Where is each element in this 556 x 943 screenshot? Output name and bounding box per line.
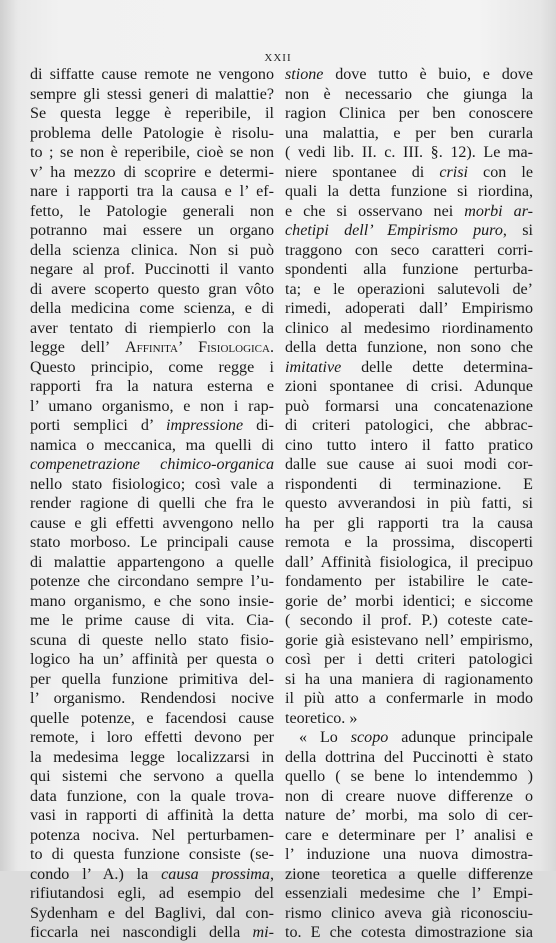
text-line [30, 104, 274, 124]
italic-text: impressione [165, 417, 244, 434]
text-line [285, 904, 533, 924]
text-run: logico ha un’ affinità per questa o [30, 651, 274, 668]
text-run: non è necessario che giunga la [285, 85, 533, 103]
text-run: teoretico. » [285, 709, 358, 727]
text-line [30, 553, 274, 573]
text-run: ragion Clinica per ben conoscere [285, 105, 533, 122]
text-run: Questo principio, come regge i [30, 358, 274, 376]
text-run: gorie de’ morbi identici; e siccome [285, 592, 533, 610]
text-run: delle dette determina- [341, 358, 533, 376]
text-line [30, 260, 274, 280]
text-line [285, 767, 533, 787]
italic-text: causa prossima [161, 865, 270, 883]
text-line [285, 85, 533, 105]
text-run: potenza nociva. Nel perturbamen- [30, 826, 274, 844]
text-run: rapporti fra la natura esterna e [30, 378, 274, 395]
italic-text: chetipi dell’ Empirismo puro [285, 222, 503, 239]
text-line [30, 358, 274, 378]
text-line [30, 806, 274, 826]
text-line [30, 904, 274, 924]
text-run: spondenti alla funzione perturba- [285, 261, 533, 278]
text-run: rispondenti di terminazione. E [285, 475, 533, 493]
text-run: v’ ha mezzo di scoprire e determi- [30, 163, 274, 181]
text-run: to. E che cotesta dimostrazione sia [285, 924, 533, 941]
text-run: me le prime cause di vita. Cia- [30, 612, 274, 629]
text-run: non di creare nuove differenze o [285, 787, 533, 805]
text-run: niere spontanee di [285, 163, 440, 181]
text-run: di malattie appartengono a quelle [30, 553, 274, 571]
text-run: ta; e le operazioni salutevoli de’ [285, 280, 533, 298]
text-run: Sydenham e del Baglivi, dal con- [30, 904, 274, 922]
text-run: . [269, 339, 274, 356]
text-line [30, 299, 274, 319]
text-line [285, 650, 533, 670]
text-run: così per i detti criteri patologici [285, 651, 533, 668]
text-run: namica o meccanica, ma quelli di [30, 436, 274, 454]
text-run: legge dell’ [30, 339, 126, 356]
text-line [285, 826, 533, 846]
text-line [285, 65, 533, 85]
text-run: essenziali medesime che l’ Empi- [285, 885, 533, 902]
text-line [30, 650, 274, 670]
text-line [30, 338, 274, 358]
text-run: gorie già esistevano nell’ empirismo, [285, 631, 533, 649]
text-run: rimedi, adoperati dall’ Empirismo [285, 300, 533, 317]
text-line [285, 455, 533, 475]
text-line [285, 884, 533, 904]
text-line [285, 553, 533, 573]
text-run: può formarsi una concatenazione [285, 397, 533, 415]
text-run: rismo clinico aveva già riconosciu- [285, 904, 533, 922]
text-line [30, 767, 274, 787]
text-run: , si [502, 222, 533, 239]
text-run: fondamento per istabilire le cate- [285, 573, 533, 590]
text-line [285, 631, 533, 651]
italic-text: imitative [285, 358, 342, 376]
text-run: to di questa funzione consiste (se- [30, 846, 274, 863]
text-run: traggono con seco caratteri corri- [285, 241, 533, 259]
text-line [30, 572, 274, 592]
text-line [30, 455, 274, 475]
text-run: Se questa legge è reperibile, il [30, 105, 274, 122]
text-line [285, 709, 533, 729]
text-run: quello ( se bene lo intendemmo ) [285, 768, 533, 785]
text-run: to ; se non è reperibile, cioè se non [30, 144, 274, 161]
text-line [30, 124, 274, 144]
text-run: potranno mai essere un organo [30, 222, 274, 239]
text-run: fetto, le Patologie generali non [30, 202, 274, 220]
text-run: zione teoretica a quelle differenze [285, 865, 533, 883]
text-run: di avere scoperto questo gran vôto [30, 280, 274, 298]
left-text-column [30, 65, 274, 943]
text-run: per quella funzione primitiva del- [30, 670, 274, 688]
text-line [285, 670, 533, 690]
text-line [285, 416, 533, 436]
text-run: e che si osservano nei [285, 202, 465, 220]
italic-text: stione [285, 66, 324, 83]
small-caps-text: Affinita’ Fisiologica [125, 339, 270, 356]
text-run: stato morboso. Le principali cause [30, 534, 274, 551]
text-line [30, 748, 274, 768]
text-line [30, 689, 274, 709]
text-line [30, 202, 274, 222]
text-line [30, 592, 274, 612]
italic-text: compenetrazione chimico-organica [30, 456, 274, 473]
text-line [285, 787, 533, 807]
text-line [30, 865, 274, 885]
text-line [285, 475, 533, 495]
text-run: cino tutto intero il fatto pratico [285, 436, 533, 454]
text-run: il più atto a confermarle in modo [285, 690, 533, 707]
text-line [285, 494, 533, 514]
text-run: problema delle Patologie è risolu- [30, 124, 274, 142]
text-line [30, 319, 274, 339]
text-line [285, 221, 533, 241]
text-run: l’ umano organismo, e non i rap- [30, 397, 274, 415]
text-line [30, 221, 274, 241]
right-text-column [285, 65, 533, 943]
text-line [285, 241, 533, 261]
text-line [30, 611, 274, 631]
text-line [30, 631, 274, 651]
text-line [30, 416, 274, 436]
text-line [30, 436, 274, 456]
text-run: ficcarla nei nascondigli della [30, 924, 253, 941]
text-run: una malattia, e per ben curarla [285, 124, 533, 142]
text-line [30, 787, 274, 807]
text-line [30, 377, 274, 397]
text-run: vasi in rapporti di affinità la detta [30, 807, 274, 824]
text-run: adunque principale [388, 729, 533, 746]
text-line [285, 338, 533, 358]
text-line [30, 397, 274, 417]
text-line [285, 182, 533, 202]
text-run: negare al prof. Puccinotti il vanto [30, 261, 274, 278]
text-line [285, 806, 533, 826]
text-line [285, 319, 533, 339]
text-run: zioni spontanee di crisi. Adunque [285, 378, 533, 395]
text-run: mano organismo, e che sono insie- [30, 592, 274, 610]
text-line [285, 748, 533, 768]
text-run: questo avverandosi in più fatti, si [285, 495, 533, 512]
text-run: l’ induzione una nuova dimostra- [285, 846, 533, 863]
text-run: remote, i loro effetti devono per [30, 729, 274, 746]
text-run: dall’ Affinità fisiologica, il precipuo [285, 553, 533, 571]
text-run: con le [467, 163, 533, 181]
text-line [30, 514, 274, 534]
text-line [30, 241, 274, 261]
text-run: nare i rapporti tra la causa e l’ ef- [30, 183, 274, 200]
text-run: l’ organismo. Rendendosi nocive [30, 690, 274, 707]
text-run: condo l’ A.) la [30, 865, 162, 883]
text-run: qui sistemi che servono a quella [30, 768, 274, 785]
text-line [30, 826, 274, 846]
page-number: XXII [264, 52, 292, 64]
text-line [285, 592, 533, 612]
text-line [285, 299, 533, 319]
text-line [285, 611, 533, 631]
text-run: « Lo [299, 729, 351, 746]
text-line [285, 143, 533, 163]
text-line [285, 436, 533, 456]
text-line [285, 260, 533, 280]
text-run: della dottrina del Puccinotti è stato [285, 748, 533, 766]
text-run: nature de’ morbi, ma solo di cer- [285, 807, 533, 824]
text-line [285, 572, 533, 592]
text-run: render ragione di quelli che fra le [30, 495, 274, 512]
text-line [285, 923, 533, 943]
text-run: data funzione, con la quale trova- [30, 787, 274, 805]
text-run: aver tentato di riempierlo con la [30, 319, 274, 337]
text-line [285, 845, 533, 865]
text-line [30, 709, 274, 729]
text-line [285, 202, 533, 222]
text-line [30, 143, 274, 163]
text-run: scuna di queste nello stato fisio- [30, 631, 274, 649]
text-run: si ha una maniera di ragionamento [285, 670, 533, 688]
text-run: ( vedi lib. II. c. III. §. 12). Le ma- [285, 144, 533, 161]
text-run: nello stato fisiologico; così vale a [30, 475, 274, 493]
text-line [30, 728, 274, 748]
text-run: quali la detta funzione si riordina, [285, 183, 533, 200]
text-run: potenze che circondano sempre l’u- [30, 573, 274, 590]
text-line [285, 124, 533, 144]
text-run: remota e la prossima, discoperti [285, 534, 533, 551]
text-run: della detta funzione, non sono che [285, 339, 533, 356]
text-line [30, 182, 274, 202]
text-run: di criteri patologici, che abbrac- [285, 417, 533, 434]
text-run: ha per gli rapporti tra la causa [285, 514, 533, 532]
text-run: porti semplici d’ [30, 417, 166, 434]
text-line [30, 884, 274, 904]
text-run: della medicina come scienza, e di [30, 300, 274, 317]
text-run: dove tutto è buio, e dove [323, 66, 533, 83]
text-line [285, 689, 533, 709]
text-line [285, 533, 533, 553]
italic-text: scopo [350, 729, 389, 746]
text-run: quelle potenze, e facendosi cause [30, 709, 274, 727]
text-line [285, 397, 533, 417]
text-line [30, 280, 274, 300]
text-run: ( secondo il prof. P.) coteste cate- [285, 612, 533, 629]
text-line [285, 280, 533, 300]
text-run: care e determinare per l’ analisi e [285, 826, 533, 844]
text-line [30, 65, 274, 85]
text-line [285, 377, 533, 397]
text-run: di- [243, 417, 274, 434]
text-run: di siffatte cause remote ne vengono [30, 66, 274, 83]
text-line [30, 845, 274, 865]
text-line [285, 865, 533, 885]
text-line [30, 533, 274, 553]
text-run: dalle sue cause ai suoi modi cor- [285, 456, 533, 473]
text-line [285, 358, 533, 378]
text-line [285, 163, 533, 183]
text-run: sempre gli stessi generi di malattie? [30, 85, 274, 103]
text-line [30, 475, 274, 495]
text-run: della scienza clinica. Non si può [30, 241, 274, 259]
italic-text: crisi [439, 163, 468, 181]
text-line [285, 514, 533, 534]
text-run: cause e gli effetti avvengono nello [30, 514, 274, 532]
text-line [30, 163, 274, 183]
text-line [285, 104, 533, 124]
italic-text: morbi ar- [464, 202, 533, 220]
text-line [30, 85, 274, 105]
text-line [30, 923, 274, 943]
text-line [30, 670, 274, 690]
text-line [30, 494, 274, 514]
text-run: rifiutandosi egli, ad esempio del [30, 885, 274, 902]
text-run: clinico al medesimo riordinamento [285, 319, 533, 337]
text-run: , [269, 865, 275, 883]
italic-text: mi- [252, 924, 274, 941]
text-line [285, 728, 533, 748]
text-run: la medesima legge localizzarsi in [30, 748, 274, 766]
